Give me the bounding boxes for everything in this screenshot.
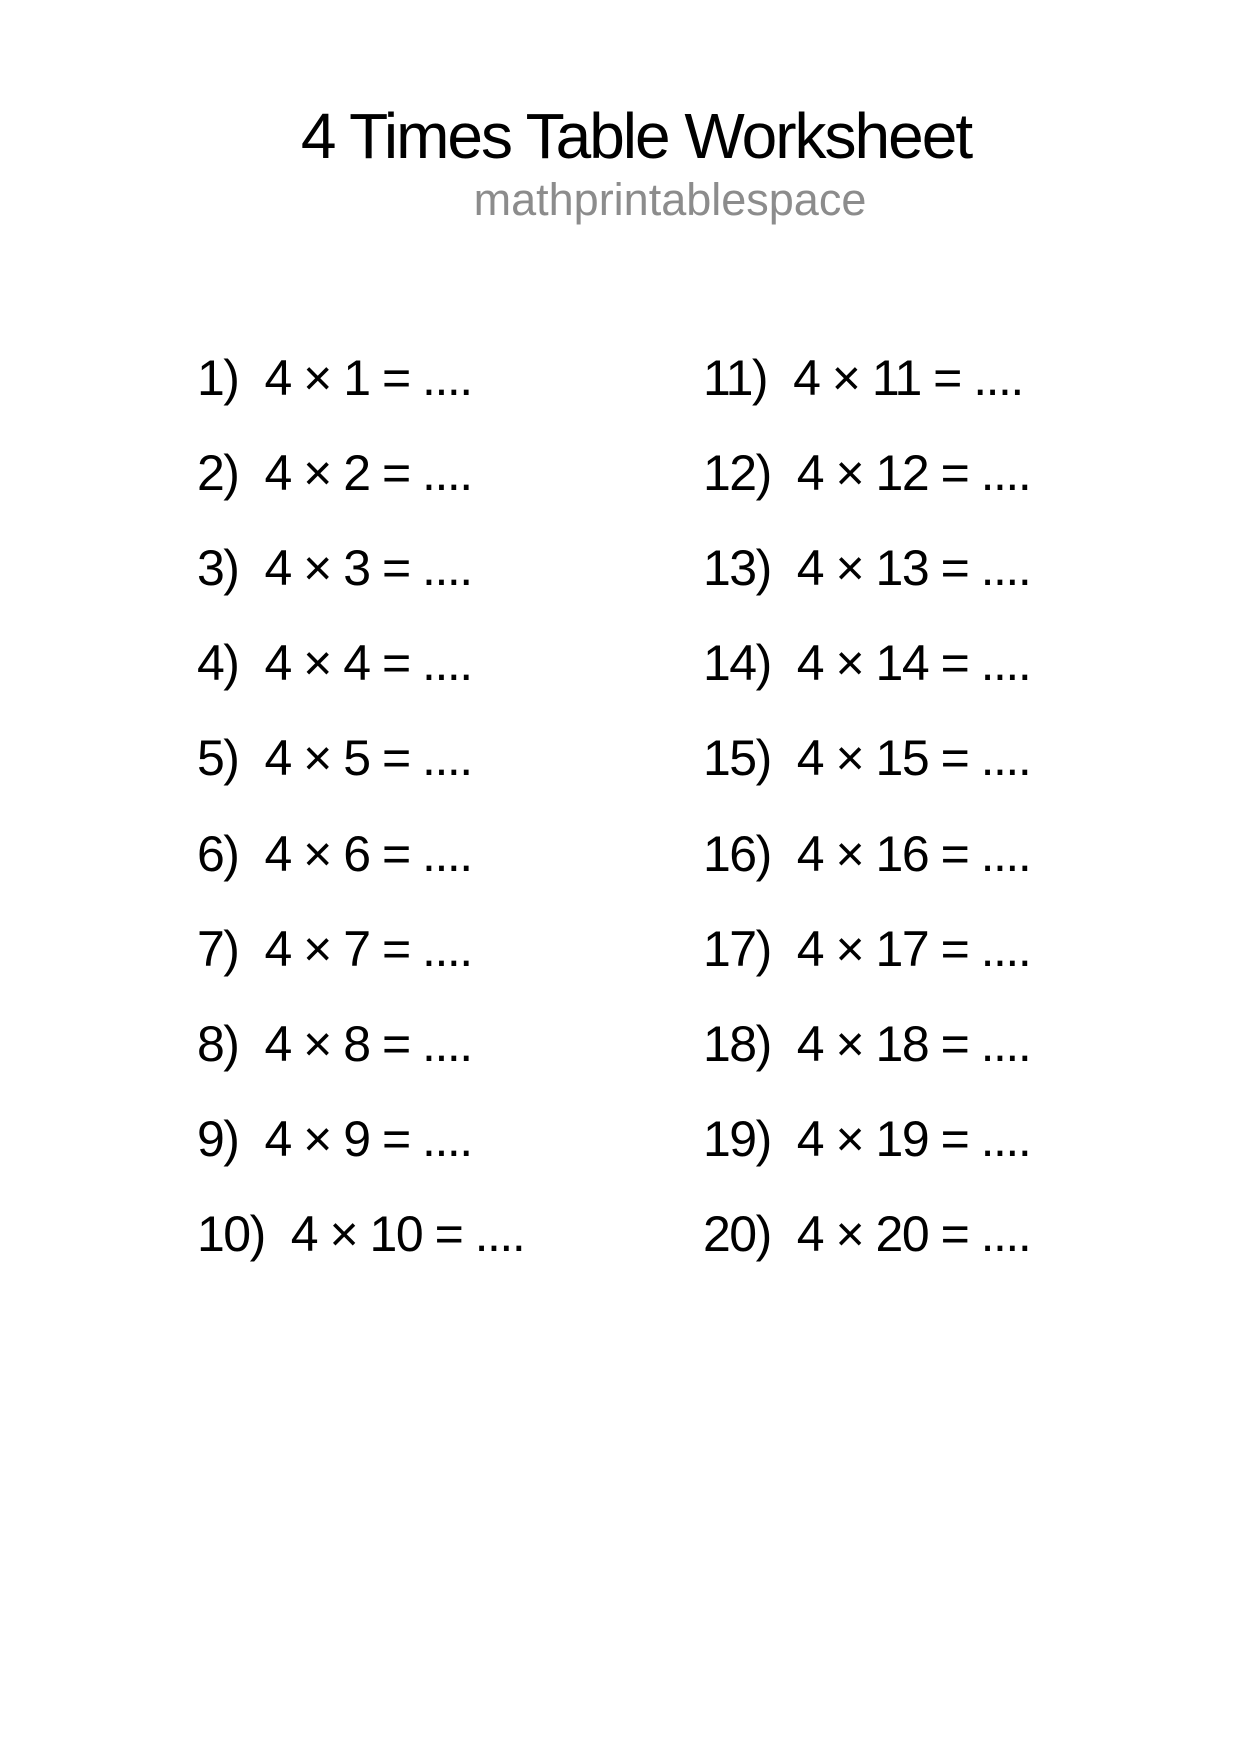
problem-item-2 [197,425,524,520]
problem-expression: 4 × 17 = .... [796,920,1031,977]
problem-expression: 4 × 19 = .... [796,1111,1031,1168]
problem-number: 4) [197,635,239,692]
problem-item-18 [703,996,1030,1091]
problem-item-7 [197,901,524,996]
problem-item-3 [197,520,524,615]
problem-expression: 4 × 10 = .... [290,1206,525,1263]
problems-column-right [703,330,1030,1282]
problem-expression: 4 × 11 = .... [793,349,1023,406]
problem-item-4 [197,616,524,711]
problems-column-left [197,330,524,1282]
problem-expression: 4 × 2 = .... [264,444,472,501]
problem-item-5 [197,711,524,806]
problem-number: 19) [703,1111,771,1168]
problem-expression: 4 × 8 = .... [264,1015,472,1072]
problem-expression: 4 × 4 = .... [264,635,472,692]
problem-item-9 [197,1092,524,1187]
problem-expression: 4 × 20 = .... [796,1206,1031,1263]
problem-expression: 4 × 12 = .... [796,444,1031,501]
problem-number: 13) [703,539,771,596]
problem-item-15 [703,711,1030,806]
problem-number: 8) [197,1015,239,1072]
problem-expression: 4 × 14 = .... [796,635,1031,692]
problem-number: 10) [197,1206,265,1263]
problem-expression: 4 × 16 = .... [796,825,1031,882]
problem-number: 16) [703,825,771,882]
problem-item-8 [197,996,524,1091]
problem-expression: 4 × 18 = .... [796,1015,1031,1072]
problem-number: 14) [703,635,771,692]
problem-number: 18) [703,1015,771,1072]
problem-expression: 4 × 7 = .... [264,920,472,977]
worksheet-subtitle: mathprintablespace [473,174,867,225]
problem-item-16 [703,806,1030,901]
problem-number: 12) [703,444,771,501]
problem-number: 5) [197,730,239,787]
problem-expression: 4 × 15 = .... [796,730,1031,787]
problem-item-12 [703,425,1030,520]
problem-number: 3) [197,539,239,596]
problem-item-14 [703,616,1030,711]
problem-number: 7) [197,920,239,977]
worksheet-title: 4 Times Table Worksheet [300,100,972,172]
problem-number: 9) [197,1111,239,1168]
problem-item-19 [703,1092,1030,1187]
problem-number: 1) [197,349,239,406]
problem-item-11 [703,330,1030,425]
problem-expression: 4 × 13 = .... [796,539,1031,596]
problem-item-10 [197,1187,524,1282]
problem-number: 6) [197,825,239,882]
problem-number: 11) [703,349,768,406]
problem-number: 17) [703,920,771,977]
problem-expression: 4 × 5 = .... [264,730,472,787]
problem-number: 15) [703,730,771,787]
problem-expression: 4 × 6 = .... [264,825,472,882]
problem-item-17 [703,901,1030,996]
problem-item-1 [197,330,524,425]
problem-item-13 [703,520,1030,615]
problem-number: 2) [197,444,239,501]
problem-expression: 4 × 9 = .... [264,1111,472,1168]
problem-number: 20) [703,1206,771,1263]
problem-expression: 4 × 1 = .... [264,349,472,406]
problem-item-20 [703,1187,1030,1282]
problem-expression: 4 × 3 = .... [264,539,472,596]
problem-item-6 [197,806,524,901]
